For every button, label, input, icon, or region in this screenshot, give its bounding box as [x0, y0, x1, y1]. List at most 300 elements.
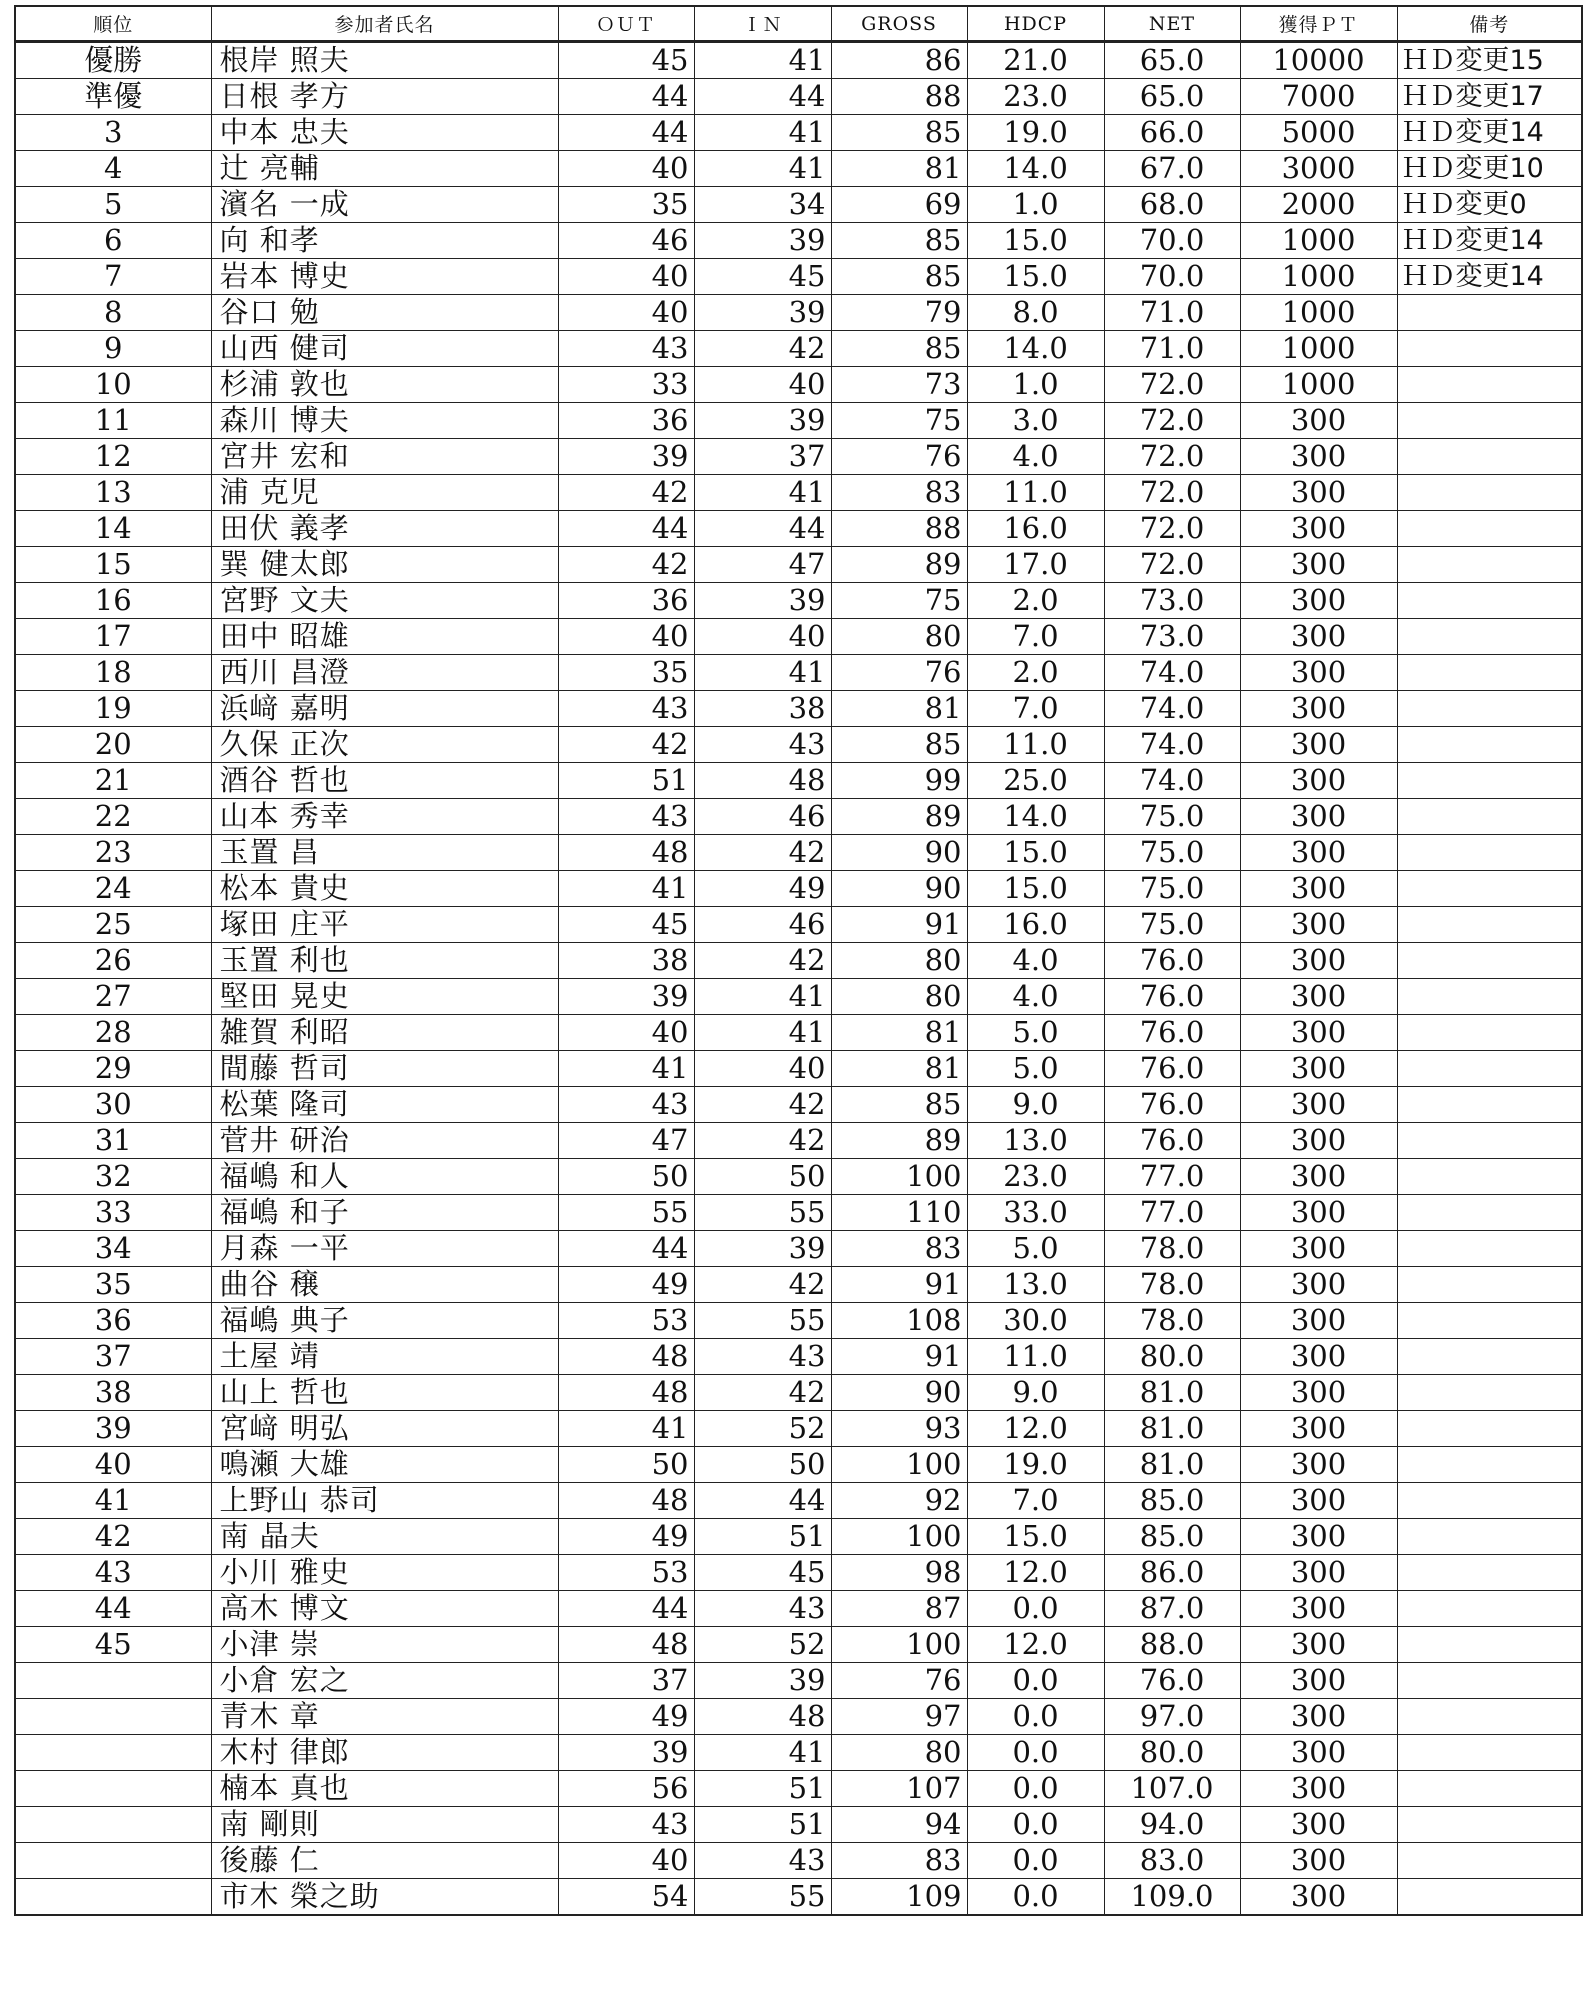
net-cell: 81.0 [1104, 1375, 1240, 1411]
net-cell: 72.0 [1104, 403, 1240, 439]
net-cell: 73.0 [1104, 583, 1240, 619]
name-cell: 小川 雅史 [211, 1555, 558, 1591]
points-cell: 300 [1240, 1195, 1397, 1231]
note-cell [1397, 655, 1582, 691]
hdcp-cell: 9.0 [967, 1375, 1104, 1411]
in-cell: 40 [694, 1051, 831, 1087]
rank-cell: 28 [15, 1015, 211, 1051]
note-cell [1397, 1627, 1582, 1663]
points-cell: 300 [1240, 583, 1397, 619]
in-cell: 51 [694, 1771, 831, 1807]
net-cell: 87.0 [1104, 1591, 1240, 1627]
table-row [15, 439, 1582, 475]
table-row [15, 1663, 1582, 1699]
gross-cell: 79 [831, 295, 967, 331]
table-row [15, 1555, 1582, 1591]
table-row [15, 619, 1582, 655]
rank-cell: 4 [15, 151, 211, 187]
note-cell [1397, 1339, 1582, 1375]
in-cell: 43 [694, 1591, 831, 1627]
note-cell: ＨＤ変更15 [1397, 42, 1582, 79]
name-cell: 間藤 哲司 [211, 1051, 558, 1087]
out-cell: 41 [558, 1051, 694, 1087]
note-cell [1397, 403, 1582, 439]
hdcp-cell: 23.0 [967, 79, 1104, 115]
note-cell [1397, 1123, 1582, 1159]
table-row [15, 1411, 1582, 1447]
points-cell: 300 [1240, 1267, 1397, 1303]
name-cell: 岩本 博史 [211, 259, 558, 295]
note-cell: ＨＤ変更0 [1397, 187, 1582, 223]
gross-cell: 85 [831, 1087, 967, 1123]
gross-cell: 73 [831, 367, 967, 403]
gross-cell: 83 [831, 475, 967, 511]
gross-cell: 69 [831, 187, 967, 223]
table-row [15, 1339, 1582, 1375]
rank-cell: 8 [15, 295, 211, 331]
rank-cell: 10 [15, 367, 211, 403]
table-row [15, 979, 1582, 1015]
gross-cell: 100 [831, 1447, 967, 1483]
rank-cell: 15 [15, 547, 211, 583]
points-cell: 300 [1240, 1807, 1397, 1843]
table-row [15, 763, 1582, 799]
rank-cell [15, 1807, 211, 1843]
hdcp-cell: 0.0 [967, 1591, 1104, 1627]
note-cell [1397, 691, 1582, 727]
note-cell [1397, 907, 1582, 943]
header-out: ＯＵＴ [558, 6, 694, 42]
hdcp-cell: 12.0 [967, 1411, 1104, 1447]
gross-cell: 89 [831, 799, 967, 835]
in-cell: 44 [694, 1483, 831, 1519]
rank-cell: 11 [15, 403, 211, 439]
net-cell: 70.0 [1104, 223, 1240, 259]
rank-cell: 40 [15, 1447, 211, 1483]
rank-cell: 37 [15, 1339, 211, 1375]
gross-cell: 80 [831, 619, 967, 655]
gross-cell: 80 [831, 1735, 967, 1771]
gross-cell: 76 [831, 1663, 967, 1699]
out-cell: 43 [558, 331, 694, 367]
hdcp-cell: 1.0 [967, 187, 1104, 223]
rank-cell: 31 [15, 1123, 211, 1159]
rank-cell [15, 1843, 211, 1879]
rank-cell [15, 1663, 211, 1699]
note-cell [1397, 1519, 1582, 1555]
hdcp-cell: 11.0 [967, 475, 1104, 511]
net-cell: 73.0 [1104, 619, 1240, 655]
points-cell: 2000 [1240, 187, 1397, 223]
net-cell: 78.0 [1104, 1231, 1240, 1267]
in-cell: 41 [694, 979, 831, 1015]
net-cell: 78.0 [1104, 1267, 1240, 1303]
points-cell: 1000 [1240, 259, 1397, 295]
name-cell: 山西 健司 [211, 331, 558, 367]
rank-cell: 24 [15, 871, 211, 907]
table-row [15, 1447, 1582, 1483]
in-cell: 55 [694, 1879, 831, 1916]
out-cell: 40 [558, 151, 694, 187]
out-cell: 44 [558, 1231, 694, 1267]
results-table [14, 5, 1583, 1916]
note-cell [1397, 1159, 1582, 1195]
points-cell: 1000 [1240, 367, 1397, 403]
note-cell [1397, 475, 1582, 511]
gross-cell: 85 [831, 115, 967, 151]
name-cell: 小倉 宏之 [211, 1663, 558, 1699]
rank-cell: 43 [15, 1555, 211, 1591]
name-cell: 浜﨑 嘉明 [211, 691, 558, 727]
in-cell: 39 [694, 1663, 831, 1699]
name-cell: 松葉 隆司 [211, 1087, 558, 1123]
points-cell: 1000 [1240, 295, 1397, 331]
net-cell: 74.0 [1104, 691, 1240, 727]
note-cell [1397, 547, 1582, 583]
net-cell: 80.0 [1104, 1339, 1240, 1375]
rank-cell: 9 [15, 331, 211, 367]
note-cell [1397, 763, 1582, 799]
gross-cell: 75 [831, 583, 967, 619]
gross-cell: 81 [831, 1051, 967, 1087]
net-cell: 97.0 [1104, 1699, 1240, 1735]
in-cell: 41 [694, 655, 831, 691]
gross-cell: 83 [831, 1231, 967, 1267]
hdcp-cell: 11.0 [967, 1339, 1104, 1375]
note-cell [1397, 871, 1582, 907]
hdcp-cell: 0.0 [967, 1735, 1104, 1771]
name-cell: 浦 克児 [211, 475, 558, 511]
note-cell [1397, 1843, 1582, 1879]
rank-cell [15, 1771, 211, 1807]
table-body [15, 42, 1582, 1916]
gross-cell: 86 [831, 42, 967, 79]
net-cell: 76.0 [1104, 979, 1240, 1015]
points-cell: 300 [1240, 1591, 1397, 1627]
in-cell: 45 [694, 1555, 831, 1591]
net-cell: 66.0 [1104, 115, 1240, 151]
note-cell [1397, 1807, 1582, 1843]
hdcp-cell: 15.0 [967, 1519, 1104, 1555]
name-cell: 向 和孝 [211, 223, 558, 259]
net-cell: 74.0 [1104, 763, 1240, 799]
table-row [15, 511, 1582, 547]
in-cell: 34 [694, 187, 831, 223]
rank-cell: 36 [15, 1303, 211, 1339]
rank-cell: 26 [15, 943, 211, 979]
table-row [15, 475, 1582, 511]
out-cell: 41 [558, 871, 694, 907]
table-row [15, 871, 1582, 907]
hdcp-cell: 3.0 [967, 403, 1104, 439]
name-cell: 杉浦 敦也 [211, 367, 558, 403]
out-cell: 40 [558, 1015, 694, 1051]
points-cell: 300 [1240, 1663, 1397, 1699]
out-cell: 50 [558, 1159, 694, 1195]
hdcp-cell: 13.0 [967, 1123, 1104, 1159]
in-cell: 41 [694, 1015, 831, 1051]
net-cell: 109.0 [1104, 1879, 1240, 1916]
points-cell: 300 [1240, 1123, 1397, 1159]
in-cell: 42 [694, 943, 831, 979]
name-cell: 南 晶夫 [211, 1519, 558, 1555]
note-cell [1397, 1231, 1582, 1267]
name-cell: 福嶋 典子 [211, 1303, 558, 1339]
table-row [15, 1591, 1582, 1627]
name-cell: 菅井 研治 [211, 1123, 558, 1159]
name-cell: 宮野 文夫 [211, 583, 558, 619]
points-cell: 300 [1240, 871, 1397, 907]
table-row [15, 223, 1582, 259]
net-cell: 76.0 [1104, 1663, 1240, 1699]
note-cell [1397, 799, 1582, 835]
rank-cell: 25 [15, 907, 211, 943]
net-cell: 75.0 [1104, 799, 1240, 835]
rank-cell: 35 [15, 1267, 211, 1303]
points-cell: 300 [1240, 511, 1397, 547]
hdcp-cell: 7.0 [967, 619, 1104, 655]
in-cell: 40 [694, 367, 831, 403]
note-cell [1397, 1015, 1582, 1051]
points-cell: 300 [1240, 1447, 1397, 1483]
out-cell: 42 [558, 547, 694, 583]
name-cell: 楠本 真也 [211, 1771, 558, 1807]
table-row [15, 1375, 1582, 1411]
note-cell [1397, 1051, 1582, 1087]
in-cell: 45 [694, 259, 831, 295]
out-cell: 56 [558, 1771, 694, 1807]
points-cell: 3000 [1240, 151, 1397, 187]
in-cell: 52 [694, 1627, 831, 1663]
gross-cell: 89 [831, 1123, 967, 1159]
in-cell: 37 [694, 439, 831, 475]
rank-cell: 17 [15, 619, 211, 655]
table-row [15, 583, 1582, 619]
in-cell: 46 [694, 907, 831, 943]
rank-cell: 13 [15, 475, 211, 511]
gross-cell: 92 [831, 1483, 967, 1519]
net-cell: 80.0 [1104, 1735, 1240, 1771]
name-cell: 青木 章 [211, 1699, 558, 1735]
points-cell: 300 [1240, 1843, 1397, 1879]
net-cell: 65.0 [1104, 42, 1240, 79]
hdcp-cell: 16.0 [967, 907, 1104, 943]
table-row [15, 1015, 1582, 1051]
note-cell [1397, 1771, 1582, 1807]
out-cell: 44 [558, 79, 694, 115]
rank-cell: 21 [15, 763, 211, 799]
gross-cell: 108 [831, 1303, 967, 1339]
note-cell [1397, 1591, 1582, 1627]
out-cell: 43 [558, 799, 694, 835]
out-cell: 40 [558, 619, 694, 655]
out-cell: 51 [558, 763, 694, 799]
in-cell: 41 [694, 115, 831, 151]
gross-cell: 88 [831, 79, 967, 115]
name-cell: 塚田 庄平 [211, 907, 558, 943]
hdcp-cell: 4.0 [967, 439, 1104, 475]
net-cell: 71.0 [1104, 331, 1240, 367]
in-cell: 42 [694, 1267, 831, 1303]
in-cell: 38 [694, 691, 831, 727]
table-row [15, 1807, 1582, 1843]
rank-cell [15, 1699, 211, 1735]
out-cell: 44 [558, 1591, 694, 1627]
out-cell: 47 [558, 1123, 694, 1159]
note-cell [1397, 943, 1582, 979]
out-cell: 40 [558, 295, 694, 331]
name-cell: 堅田 晃史 [211, 979, 558, 1015]
table-row [15, 187, 1582, 223]
in-cell: 42 [694, 1087, 831, 1123]
in-cell: 41 [694, 42, 831, 79]
rank-cell: 7 [15, 259, 211, 295]
table-row [15, 727, 1582, 763]
in-cell: 39 [694, 403, 831, 439]
points-cell: 7000 [1240, 79, 1397, 115]
points-cell: 300 [1240, 1303, 1397, 1339]
gross-cell: 110 [831, 1195, 967, 1231]
note-cell [1397, 1267, 1582, 1303]
name-cell: 久保 正次 [211, 727, 558, 763]
gross-cell: 85 [831, 727, 967, 763]
in-cell: 42 [694, 331, 831, 367]
points-cell: 300 [1240, 943, 1397, 979]
gross-cell: 109 [831, 1879, 967, 1916]
points-cell: 300 [1240, 835, 1397, 871]
note-cell: ＨＤ変更14 [1397, 115, 1582, 151]
out-cell: 53 [558, 1303, 694, 1339]
points-cell: 300 [1240, 691, 1397, 727]
hdcp-cell: 17.0 [967, 547, 1104, 583]
gross-cell: 81 [831, 151, 967, 187]
net-cell: 78.0 [1104, 1303, 1240, 1339]
rank-cell: 39 [15, 1411, 211, 1447]
in-cell: 44 [694, 79, 831, 115]
gross-cell: 89 [831, 547, 967, 583]
note-cell [1397, 1555, 1582, 1591]
gross-cell: 91 [831, 907, 967, 943]
hdcp-cell: 15.0 [967, 223, 1104, 259]
table-row [15, 42, 1582, 79]
table-row [15, 1879, 1582, 1916]
table-row [15, 1519, 1582, 1555]
net-cell: 74.0 [1104, 727, 1240, 763]
table-row [15, 403, 1582, 439]
name-cell: 酒谷 哲也 [211, 763, 558, 799]
rank-cell: 20 [15, 727, 211, 763]
hdcp-cell: 11.0 [967, 727, 1104, 763]
rank-cell: 5 [15, 187, 211, 223]
hdcp-cell: 7.0 [967, 691, 1104, 727]
out-cell: 55 [558, 1195, 694, 1231]
hdcp-cell: 14.0 [967, 331, 1104, 367]
in-cell: 55 [694, 1303, 831, 1339]
note-cell: ＨＤ変更14 [1397, 259, 1582, 295]
note-cell: ＨＤ変更17 [1397, 79, 1582, 115]
net-cell: 72.0 [1104, 547, 1240, 583]
note-cell [1397, 583, 1582, 619]
hdcp-cell: 14.0 [967, 799, 1104, 835]
hdcp-cell: 0.0 [967, 1843, 1104, 1879]
header-rank: 順位 [15, 6, 211, 42]
header-net: NET [1104, 6, 1240, 42]
net-cell: 85.0 [1104, 1519, 1240, 1555]
note-cell [1397, 1375, 1582, 1411]
header-gross: GROSS [831, 6, 967, 42]
rank-cell: 44 [15, 1591, 211, 1627]
note-cell [1397, 1411, 1582, 1447]
table-row [15, 259, 1582, 295]
in-cell: 51 [694, 1519, 831, 1555]
name-cell: 日根 孝方 [211, 79, 558, 115]
note-cell [1397, 439, 1582, 475]
out-cell: 43 [558, 1807, 694, 1843]
gross-cell: 90 [831, 835, 967, 871]
hdcp-cell: 0.0 [967, 1699, 1104, 1735]
rank-cell: 3 [15, 115, 211, 151]
out-cell: 39 [558, 439, 694, 475]
name-cell: 中本 忠夫 [211, 115, 558, 151]
points-cell: 300 [1240, 1519, 1397, 1555]
header-note: 備考 [1397, 6, 1582, 42]
header-in: ＩＮ [694, 6, 831, 42]
net-cell: 81.0 [1104, 1447, 1240, 1483]
rank-cell: 23 [15, 835, 211, 871]
hdcp-cell: 2.0 [967, 583, 1104, 619]
note-cell [1397, 1303, 1582, 1339]
table-row [15, 331, 1582, 367]
table-row [15, 943, 1582, 979]
points-cell: 300 [1240, 907, 1397, 943]
points-cell: 300 [1240, 727, 1397, 763]
table-row [15, 115, 1582, 151]
header-points: 獲得ＰＴ [1240, 6, 1397, 42]
rank-cell: 14 [15, 511, 211, 547]
note-cell [1397, 979, 1582, 1015]
net-cell: 65.0 [1104, 79, 1240, 115]
out-cell: 48 [558, 1375, 694, 1411]
gross-cell: 99 [831, 763, 967, 799]
name-cell: 山本 秀幸 [211, 799, 558, 835]
rank-cell: 優勝 [15, 42, 211, 79]
note-cell [1397, 1447, 1582, 1483]
net-cell: 107.0 [1104, 1771, 1240, 1807]
name-cell: 後藤 仁 [211, 1843, 558, 1879]
gross-cell: 85 [831, 331, 967, 367]
points-cell: 300 [1240, 547, 1397, 583]
points-cell: 300 [1240, 1411, 1397, 1447]
name-cell: 西川 昌澄 [211, 655, 558, 691]
note-cell [1397, 619, 1582, 655]
table-row [15, 547, 1582, 583]
name-cell: 福嶋 和人 [211, 1159, 558, 1195]
points-cell: 300 [1240, 763, 1397, 799]
points-cell: 300 [1240, 1159, 1397, 1195]
name-cell: 田中 昭雄 [211, 619, 558, 655]
hdcp-cell: 33.0 [967, 1195, 1104, 1231]
out-cell: 48 [558, 1627, 694, 1663]
hdcp-cell: 0.0 [967, 1807, 1104, 1843]
out-cell: 50 [558, 1447, 694, 1483]
hdcp-cell: 5.0 [967, 1051, 1104, 1087]
in-cell: 50 [694, 1159, 831, 1195]
name-cell: 濱名 一成 [211, 187, 558, 223]
note-cell: ＨＤ変更14 [1397, 223, 1582, 259]
table-row [15, 1483, 1582, 1519]
points-cell: 300 [1240, 655, 1397, 691]
in-cell: 50 [694, 1447, 831, 1483]
